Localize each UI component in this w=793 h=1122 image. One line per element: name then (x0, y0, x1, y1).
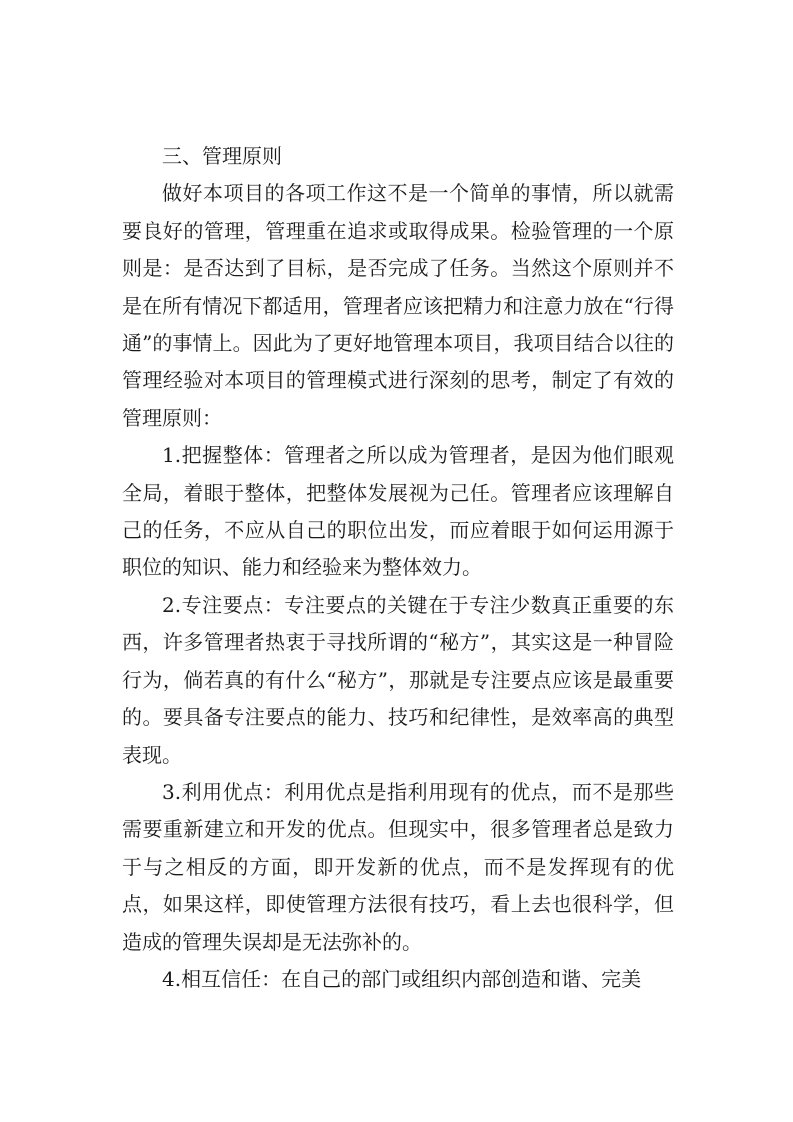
principle-4-paragraph: 4.相互信任：在自己的部门或组织内部创造和谐、完美 (162, 966, 642, 991)
intro-paragraph: 做好本项目的各项工作这不是一个简单的事情，所以就需要良好的管理，管理重在追求或取得成果。检验管理的一个原则是：是否达到了目标，是否完成了任务。当然这个原则并不是在所有情况下都适用，管理者应该把精力和注意力放在“行得通”的事情上。因此为了更好地管理本项目，我项目结合以往的管理经验对本项目的管理模式进行深刻的思考，制定了有效的管理原则： (122, 181, 674, 430)
document-body (122, 138, 674, 998)
section-heading: 三、管理原则 (162, 144, 282, 168)
principle-2-paragraph: 2.专注要点：专注要点的关键在于专注少数真正重要的东西，许多管理者热衷于寻找所谓的“秘方”，其实这是一种冒险行为，倘若真的有什么“秘方”，那就是专注要点应该是最重要的。要具备专注要点的能力、技巧和纪律性，是效率高的典型表现。 (122, 592, 674, 767)
principle-3-paragraph: 3.利用优点：利用优点是指利用现有的优点，而不是那些需要重新建立和开发的优点。但现实中，很多管理者总是致力于与之相反的方面，即开发新的优点，而不是发挥现有的优点，如果这样，即使管理方法很有技巧，看上去也很科学，但造成的管理失误却是无法弥补的。 (122, 779, 674, 954)
principle-1-paragraph: 1.把握整体：管理者之所以成为管理者，是因为他们眼观全局，着眼于整体，把整体发展视为己任。管理者应该理解自己的任务，不应从自己的职位出发，而应着眼于如何运用源于职位的知识、能力和经验来为整体效力。 (122, 443, 674, 580)
